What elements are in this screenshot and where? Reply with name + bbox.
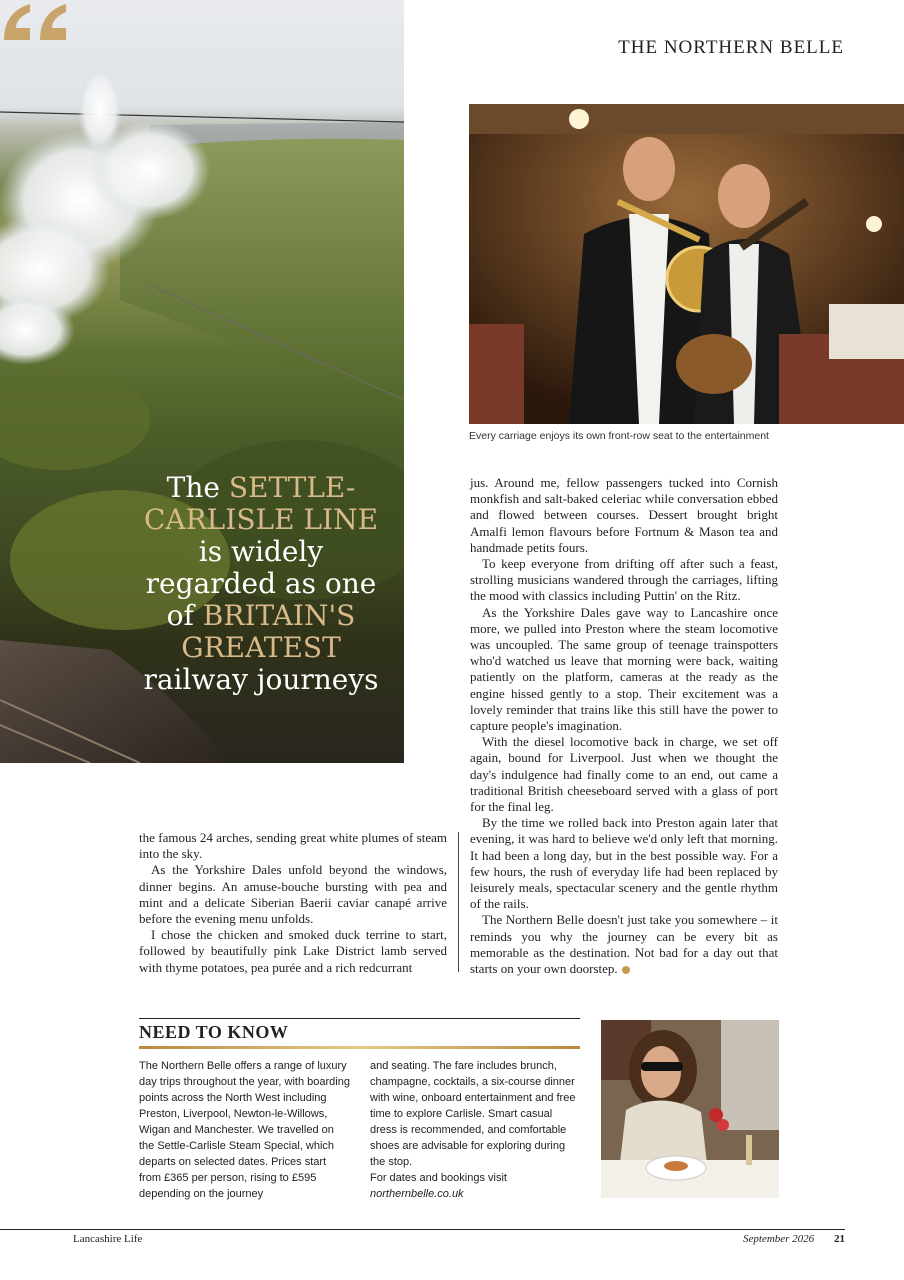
- publication-name: Lancashire Life: [73, 1233, 143, 1245]
- hero-landscape-photo: [0, 0, 404, 763]
- article-column-right: [470, 475, 778, 977]
- pull-quote-part-highlight: SETTLE-CARLISLE LINE: [143, 471, 379, 536]
- pull-quote-part: is widely regarded as one of: [145, 535, 377, 632]
- need-to-know-column-1: The Northern Belle offers a range of luxury day trips throughout the year, with boarding points across the North West including Preston, Liverpool, Newton-le-Willows, Wigan and Manchester. We travelled on the Settle-Carlisle Steam Special, which departs on selected dates. Prices start from £365 per person, rising to £595 depending on the journey: [139, 1060, 350, 1200]
- article-column-left: [139, 830, 447, 976]
- pull-quote-part: railway journeys: [143, 663, 379, 696]
- need-to-know-gold-rule: [139, 1046, 580, 1049]
- article-paragraph: the famous 24 arches, sending great white plumes of steam into the sky.: [139, 830, 447, 862]
- need-to-know-text: and seating. The fare includes brunch, champagne, cocktails, a six-course dinner with wine, onboard entertainment and free time to explore Carlisle. Smart casual dress is recommended, and comfortable shoes are advisable for exploring during the stop.: [370, 1060, 576, 1168]
- page-number: 21: [834, 1233, 845, 1245]
- footer-rule: [0, 1229, 845, 1230]
- article-paragraph: As the Yorkshire Dales unfold beyond the windows, dinner begins. An amuse-bouche bursting with pea and mint and a delicate Siberian Baerii caviar canapé arrive before the evening menu unfolds.: [139, 862, 447, 927]
- musicians-illustration: [469, 104, 904, 424]
- article-paragraph: By the time we rolled back into Preston again later that evening, it was hard to believe we'd only left that morning. It had been a long day, but in the best possible way. For a few hours, the rush of everyday life had been replaced by leisurely meals, spectacular scenery and the gentle rhythm of the rails.: [470, 815, 778, 912]
- running-head: THE NORTHERN BELLE: [618, 37, 844, 58]
- diner-photo: [601, 1020, 779, 1198]
- bookings-text: For dates and bookings visit: [370, 1172, 507, 1184]
- article-paragraph: With the diesel locomotive back in charge, we set off again, bound for Liverpool. Just when we thought the day's indulgence had finally come to an end, out came a traditional British cheeseboard served with a glass of port for the final leg.: [470, 734, 778, 815]
- article-paragraph: jus. Around me, fellow passengers tucked into Cornish monkfish and salt-baked celeriac while conversation ebbed and flowed between courses. Dessert brought bright Amalfi lemon flavours before Fortnum & Mason tea and handmade petits fours.: [470, 475, 778, 555]
- end-mark-icon: [622, 966, 630, 974]
- article-paragraph-final: [470, 912, 778, 977]
- musicians-photo: [469, 104, 904, 424]
- need-to-know-top-rule: [139, 1018, 580, 1019]
- article-paragraph: The Northern Belle doesn't just take you somewhere – it reminds you why the journey can be every bit as memorable as the destination. Not bad for a day out that starts on your own doorstep.: [470, 912, 778, 977]
- article-paragraph: I chose the chicken and smoked duck terrine to start, followed by beautifully pink Lake District lamb served with thyme potatoes, pea purée and a rich redcurrant: [139, 927, 447, 975]
- need-to-know-heading: NEED TO KNOW: [139, 1022, 289, 1042]
- column-divider: [458, 832, 459, 972]
- issue-date: September 2026: [743, 1233, 815, 1245]
- article-paragraph: As the Yorkshire Dales gave way to Lancashire once more, we pulled into Preston where the steam locomotive was uncoupled. The same group of teenage trainspotters who'd watched us leave that morning were back, waiting patiently on the platform, cameras at the ready as the engine hissed gently to a stop. Their excitement was a lovely reminder that trains like this still have the power to capture people's imagination.: [470, 604, 778, 734]
- booking-url-link[interactable]: northernbelle.co.uk: [370, 1188, 464, 1200]
- article-paragraph: To keep everyone from drifting off after such a feast, strolling musicians wandered through the carriages, lifting the mood with classics including Puttin' on the Ritz.: [470, 556, 778, 604]
- pull-quote: [130, 472, 392, 696]
- pull-quote-part-highlight: BRITAIN'S GREATEST: [181, 599, 356, 664]
- quote-mark-icon: [0, 0, 72, 44]
- pull-quote-part: The: [166, 471, 229, 504]
- photo-caption: Every carriage enjoys its own front-row seat to the entertainment: [469, 430, 769, 442]
- diner-illustration: [601, 1020, 779, 1198]
- need-to-know-column-2: [370, 1058, 582, 1202]
